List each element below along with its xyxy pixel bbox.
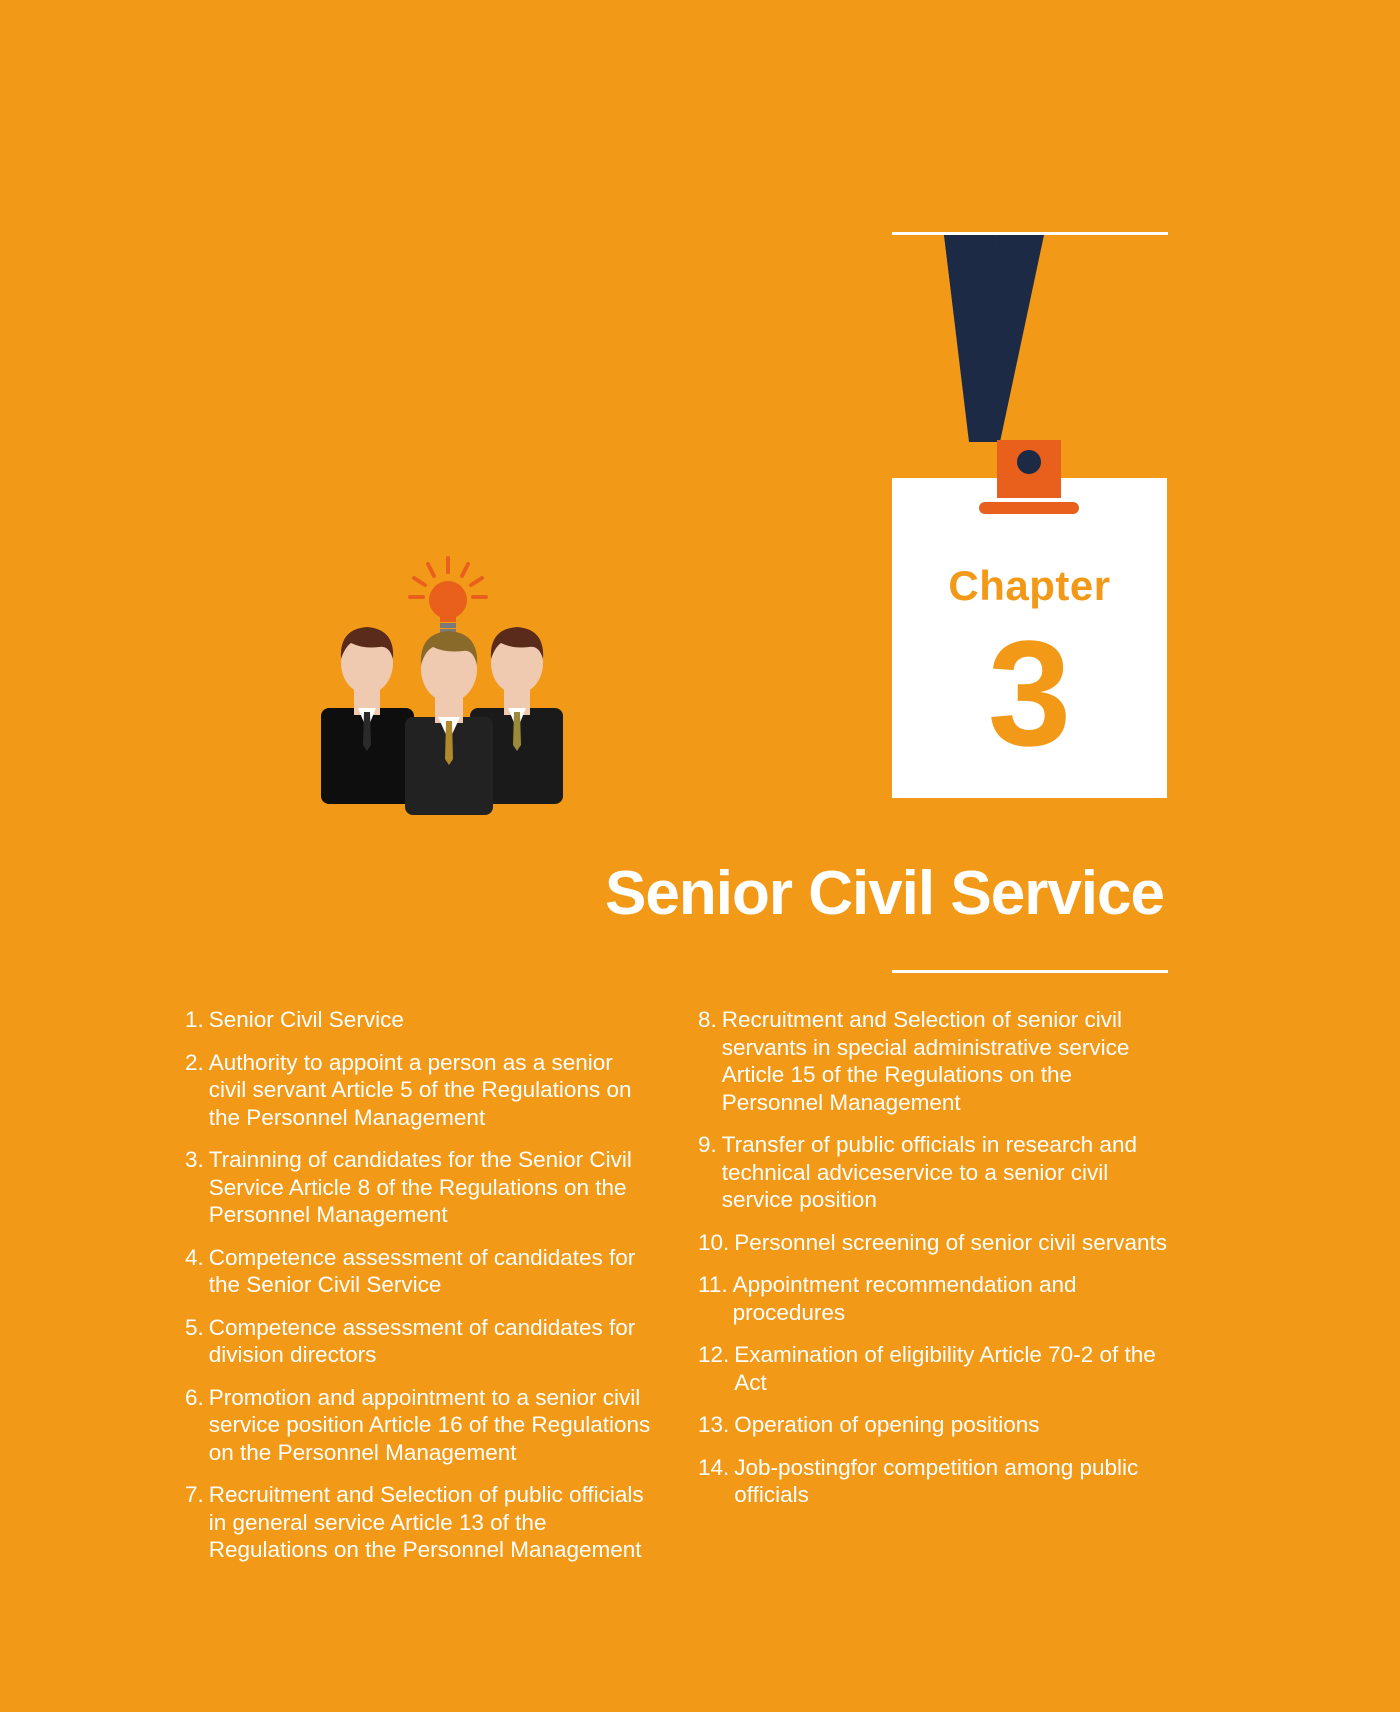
chapter-label: Chapter bbox=[948, 562, 1111, 609]
toc-item-text: Recruitment and Selection of public officials in general service Article 13 of the Regulations on the Personnel Management bbox=[208, 1482, 644, 1562]
toc-item-number: 13. bbox=[698, 1412, 730, 1437]
toc-item bbox=[185, 1314, 655, 1369]
page-title: Senior Civil Service bbox=[605, 859, 1164, 928]
toc-item-number: 4. bbox=[185, 1244, 204, 1270]
toc-item-text: Promotion and appointment to a senior civil service position Article 16 of the Regulations on the Personnel Management bbox=[208, 1384, 651, 1465]
toc-item-text: Competence assessment of candidates for division directors bbox=[208, 1314, 636, 1367]
toc-item bbox=[185, 1384, 655, 1467]
toc-item bbox=[698, 1131, 1178, 1214]
toc-item-number: 3. bbox=[185, 1147, 204, 1172]
toc-item-number: 7. bbox=[185, 1482, 204, 1507]
toc-item bbox=[185, 1049, 655, 1132]
toc-item-text: Appointment recommendation and procedures bbox=[732, 1272, 1077, 1325]
light-bulb-icon bbox=[429, 581, 467, 639]
toc-item-text: Senior Civil Service bbox=[208, 1007, 404, 1032]
toc-item-number: 9. bbox=[698, 1132, 717, 1157]
toc-item-text: Operation of opening positions bbox=[734, 1412, 1040, 1437]
toc-item-number: 5. bbox=[185, 1314, 204, 1340]
toc-item-text: Trainning of candidates for the Senior Civil Service Article 8 of the Regulations on the Personnel Management bbox=[208, 1147, 632, 1227]
toc-item-text: Transfer of public officials in research and technical adviceservice to a senior civil service position bbox=[721, 1132, 1137, 1212]
toc-item-number: 12. bbox=[698, 1342, 730, 1367]
toc-item-text: Personnel screening of senior civil servants bbox=[734, 1229, 1167, 1255]
toc-item bbox=[698, 1411, 1178, 1439]
toc-item bbox=[185, 1006, 655, 1034]
business-team-icon bbox=[315, 555, 575, 815]
toc-item-number: 2. bbox=[185, 1049, 204, 1075]
toc-item-text: Examination of eligibility Article 70-2 of the Act bbox=[734, 1342, 1156, 1395]
badge-clip-icon bbox=[975, 440, 1087, 518]
person-center-icon bbox=[405, 631, 493, 815]
toc-left-column bbox=[185, 1006, 655, 1579]
toc-item-number: 14. bbox=[698, 1454, 730, 1480]
toc-item bbox=[185, 1481, 655, 1564]
toc-item-number: 1. bbox=[185, 1007, 204, 1032]
toc-item bbox=[698, 1229, 1178, 1257]
toc-item-number: 11. bbox=[698, 1272, 728, 1297]
toc-item bbox=[698, 1006, 1178, 1116]
person-left-icon bbox=[321, 627, 414, 804]
toc-item-text: Competence assessment of candidates for the Senior Civil Service bbox=[208, 1244, 636, 1297]
toc-item bbox=[185, 1146, 655, 1229]
toc-item-text: Authority to appoint a person as a senior civil servant Article 5 of the Regulations on the Personnel Management bbox=[208, 1049, 632, 1130]
toc-item bbox=[698, 1341, 1178, 1396]
title-divider bbox=[892, 970, 1168, 973]
toc-item bbox=[698, 1271, 1178, 1326]
toc-item bbox=[185, 1244, 655, 1299]
toc-item-text: Recruitment and Selection of senior civil servants in special administrative service Article 15 of the Regulations on the Personnel Management bbox=[721, 1007, 1130, 1115]
toc-item-number: 8. bbox=[698, 1007, 717, 1032]
toc-item-text: Job-postingfor competition among public officials bbox=[734, 1454, 1139, 1507]
toc-item-number: 10. bbox=[698, 1229, 730, 1255]
toc-right-column bbox=[698, 1006, 1178, 1524]
toc-item-number: 6. bbox=[185, 1384, 204, 1410]
chapter-number: 3 bbox=[987, 609, 1072, 777]
toc-item bbox=[698, 1454, 1178, 1509]
